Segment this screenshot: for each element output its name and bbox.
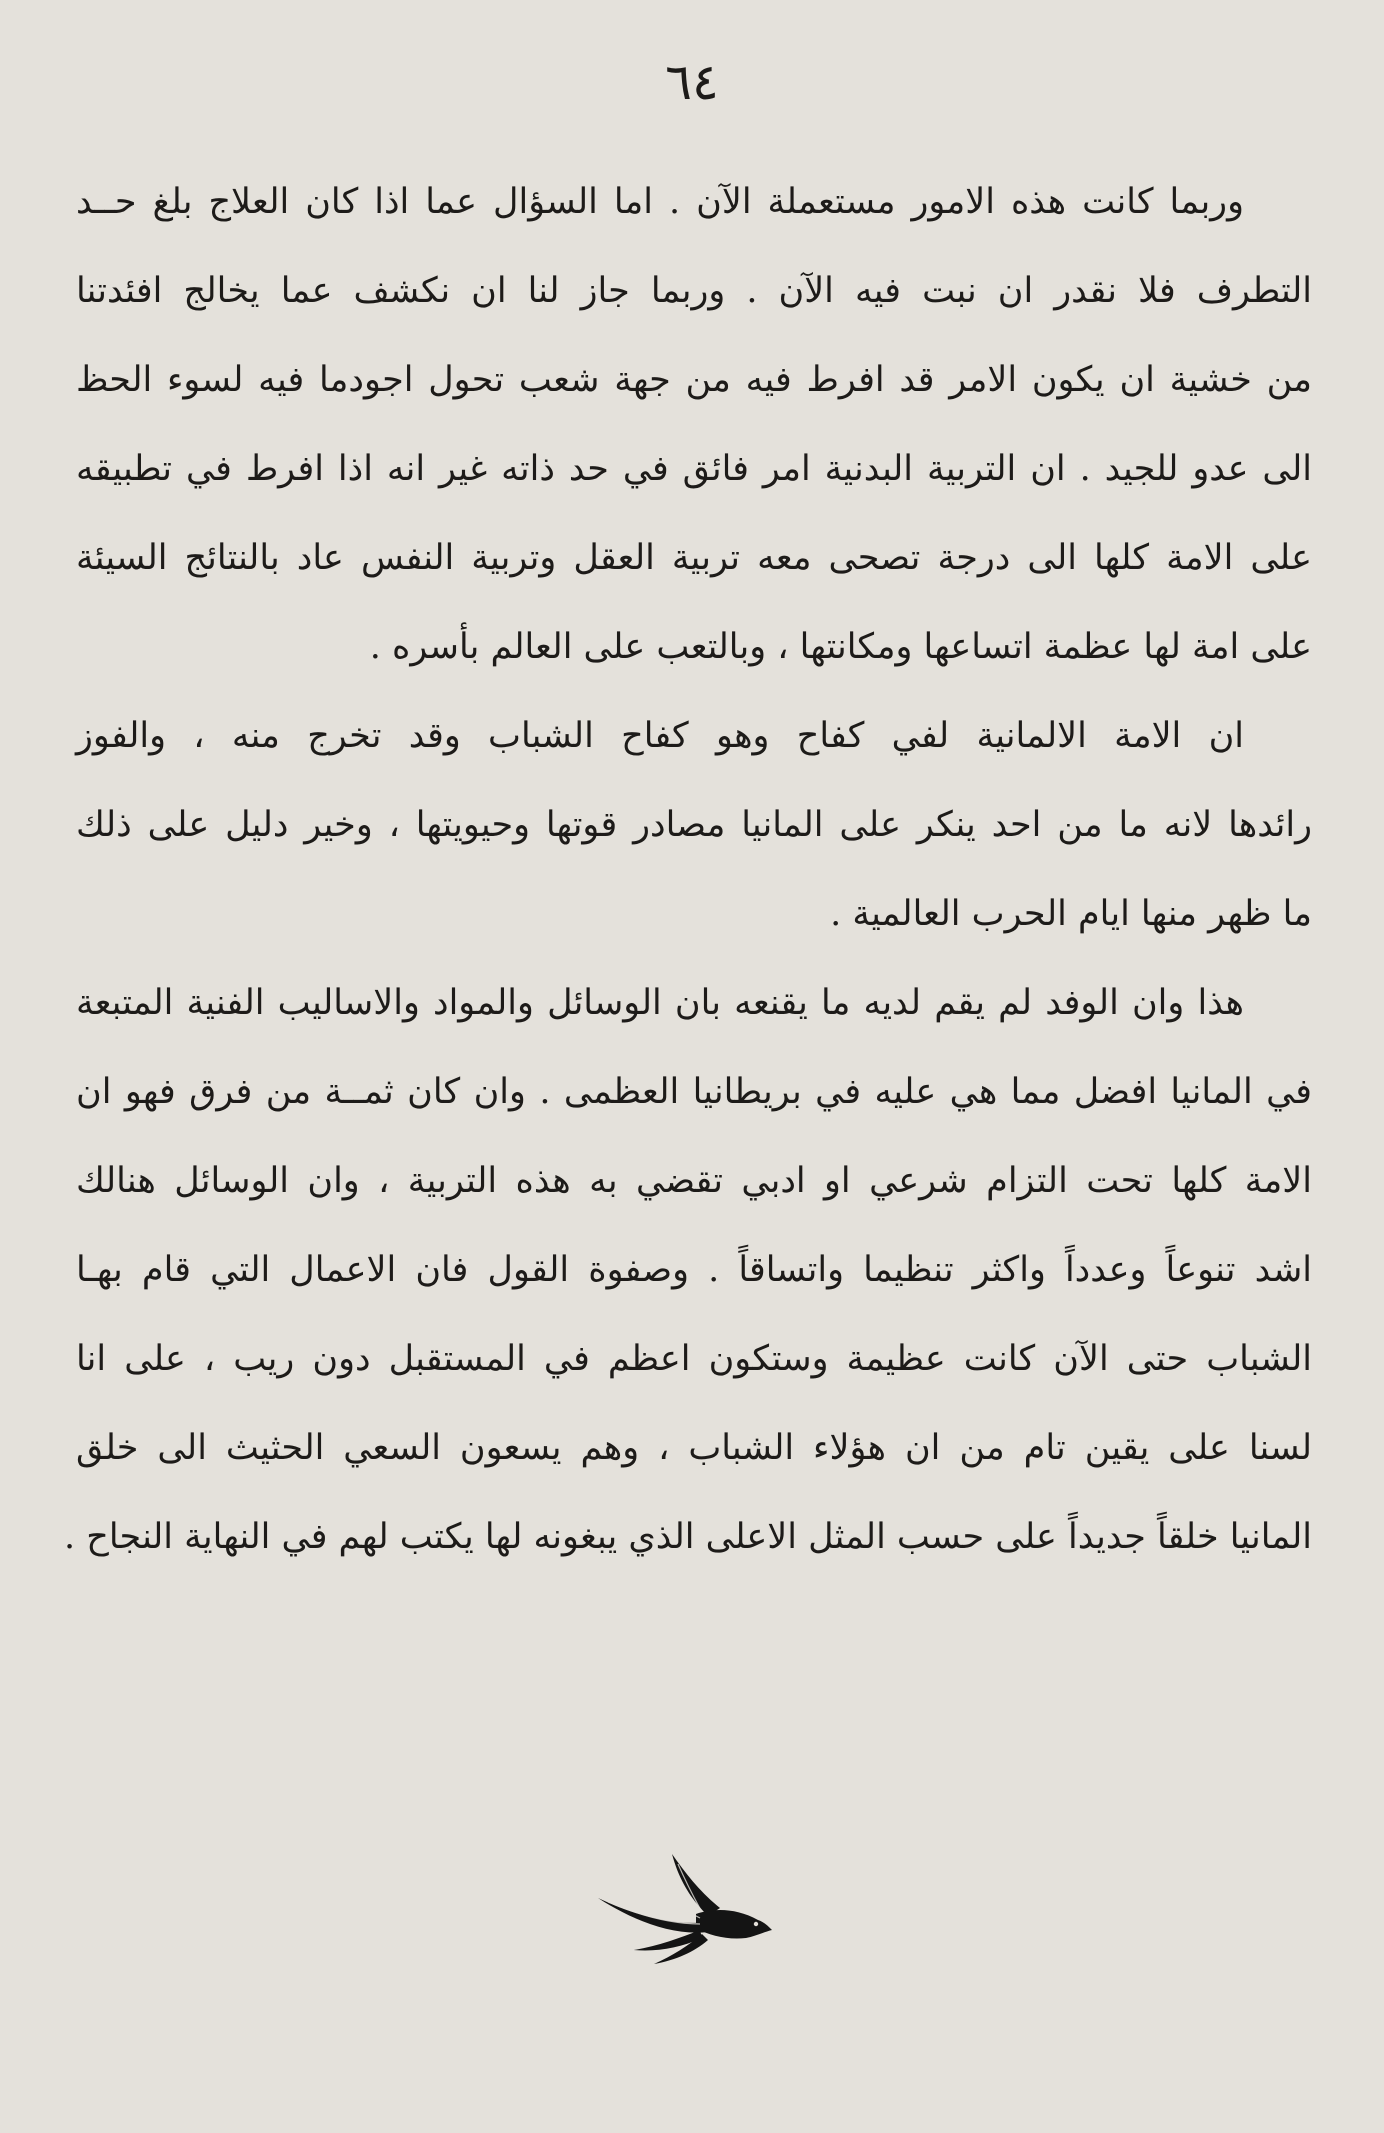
text-line: ما ظهر منها ايام الحرب العالمية . xyxy=(830,894,1312,934)
text-line: الامة كلها تحت التزام شرعي او ادبي تقضي به هذه التربية ، وان الوسائل هنالك xyxy=(76,1161,1312,1201)
body-text xyxy=(63,158,1313,1582)
text-line: في المانيا افضل مما هي عليه في بريطانيا العظمى . وان كان ثمــة من فرق فهو ان xyxy=(76,1072,1312,1112)
text-line: على امة لها عظمة اتساعها ومكانتها ، وبالتعب على العالم بأسره . xyxy=(369,627,1312,667)
swallow-ornament-icon xyxy=(596,1846,776,1966)
paragraph-2 xyxy=(76,692,1312,959)
text-line: على الامة كلها الى درجة تصحى معه تربية العقل وتربية النفس عاد بالنتائج السيئة xyxy=(76,538,1312,578)
text-line: اشد تنوعاً وعدداً واكثر تنظيما واتساقاً . وصفوة القول فان الاعمال التي قام بهـا xyxy=(76,1250,1312,1290)
text-line: المانيا خلقاً جديداً على حسب المثل الاعلى الذي يبغونه لها يكتب لهم في النهاية النجاح . xyxy=(63,1517,1312,1557)
text-line: رائدها لانه ما من احد ينكر على المانيا مصادر قوتها وحيويتها ، وخير دليل على ذلك xyxy=(76,805,1312,845)
page-number: ٦٤ xyxy=(665,53,719,111)
text-line: وربما كانت هذه الامور مستعملة الآن . اما السؤال عما اذا كان العلاج بلغ حــد xyxy=(76,182,1244,222)
text-line: هذا وان الوفد لم يقم لديه ما يقنعه بان الوسائل والمواد والاساليب الفنية المتبعة xyxy=(76,983,1244,1023)
text-line: لسنا على يقين تام من ان هؤلاء الشباب ، وهم يسعون السعي الحثيث الى خلق xyxy=(76,1428,1312,1468)
text-line: الى عدو للجيد . ان التربية البدنية امر فائق في حد ذاته غير انه اذا افرط في تطبيقه xyxy=(76,449,1312,489)
text-line: ان الامة الالمانية لفي كفاح وهو كفاح الشباب وقد تخرج منه ، والفوز xyxy=(76,716,1244,756)
paragraph-1 xyxy=(76,158,1312,692)
text-line: الشباب حتى الآن كانت عظيمة وستكون اعظم في المستقبل دون ريب ، على انا xyxy=(76,1339,1312,1379)
paragraph-3 xyxy=(63,959,1312,1582)
text-line: التطرف فلا نقدر ان نبت فيه الآن . وربما جاز لنا ان نكشف عما يخالج افئدتنا xyxy=(76,271,1312,311)
text-line: من خشية ان يكون الامر قد افرط فيه من جهة شعب تحول اجودما فيه لسوء الحظ xyxy=(76,360,1313,400)
